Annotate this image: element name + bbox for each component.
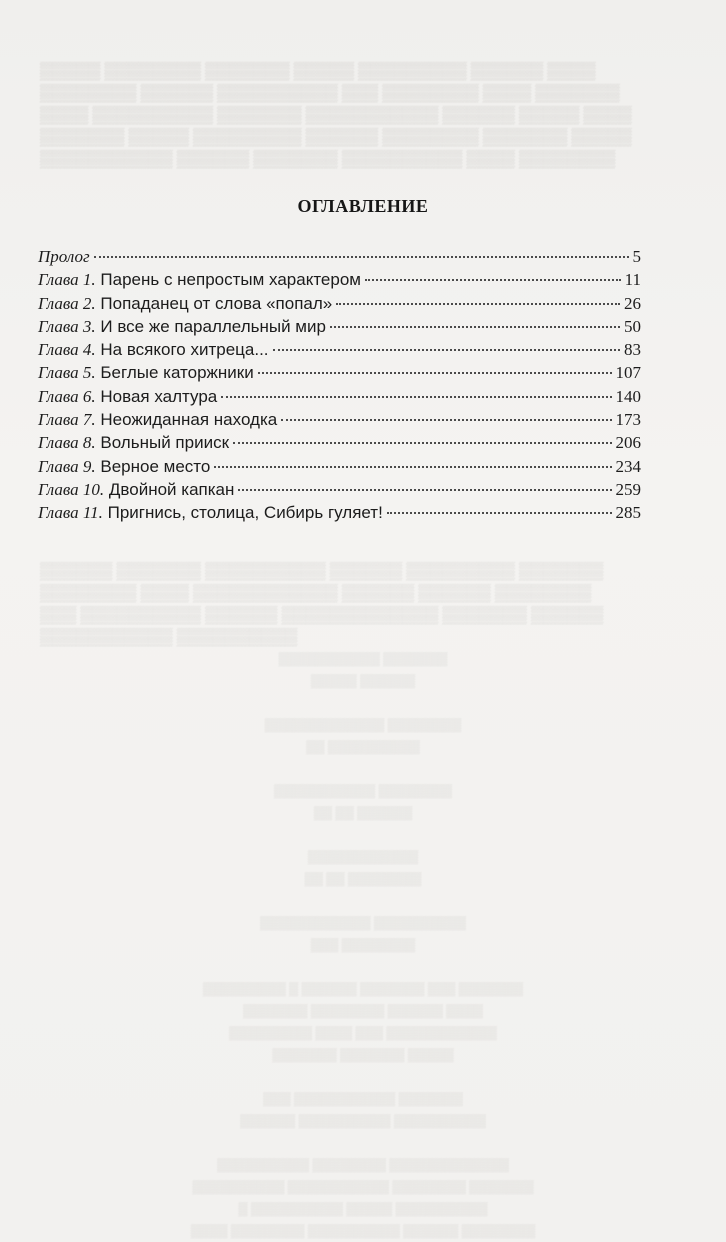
chapter-label: Глава 9.: [38, 456, 96, 476]
chapter-label: Глава 4.: [38, 340, 96, 360]
page-number: 285: [615, 503, 641, 523]
toc-entry-heading: [38, 245, 90, 268]
chapter-label: Глава 1.: [38, 270, 96, 290]
toc-entry: [38, 292, 641, 315]
toc-entry: [38, 361, 641, 384]
chapter-label: Глава 11.: [38, 503, 103, 523]
chapter-label: Глава 8.: [38, 433, 96, 453]
page-number: 173: [615, 410, 641, 430]
toc-entry-heading: [38, 408, 277, 431]
dot-leader: [94, 256, 629, 258]
bleed-through-top: ▒▒▒▒▒ ▒▒▒▒▒▒▒▒ ▒▒▒▒▒▒▒ ▒▒▒▒▒ ▒▒▒▒▒▒▒▒▒ ▒▒▒▒▒▒ ▒▒▒▒ ▒▒▒▒▒▒▒▒ ▒▒▒▒▒▒ ▒▒▒▒▒▒▒▒▒▒ ▒▒▒ ▒▒▒▒▒▒▒▒ ▒▒▒▒ ▒▒▒▒▒▒▒ ▒▒▒▒ ▒▒▒▒▒▒▒▒▒▒ ▒▒▒▒▒▒▒ ▒▒▒▒▒▒▒▒▒▒▒ ▒▒▒▒▒▒ ▒▒▒▒▒ ▒▒▒▒ ▒▒▒▒▒▒▒ ▒▒▒▒▒ ▒▒▒▒▒▒▒▒▒ ▒▒▒▒▒▒ ▒▒▒▒▒▒▒▒ ▒▒▒▒▒▒▒ ▒▒▒▒▒ ▒▒▒▒▒▒▒▒▒▒▒ ▒▒▒▒▒▒ ▒▒▒▒▒▒▒ ▒▒▒▒▒▒▒▒▒▒ ▒▒▒▒ ▒▒▒▒▒▒▒▒: [40, 61, 632, 168]
toc-list: [38, 245, 641, 525]
dot-leader: [238, 489, 611, 491]
toc-entry-heading: [38, 292, 332, 315]
toc-entry: [38, 385, 641, 408]
page-number: 50: [624, 316, 641, 336]
toc-entry-heading: [38, 361, 254, 384]
toc-entry: [38, 501, 641, 524]
page-number: 26: [624, 293, 641, 313]
chapter-label: Глава 7.: [38, 410, 96, 430]
dot-leader: [273, 349, 620, 351]
chapter-title: Беглые каторжники: [100, 363, 254, 383]
toc-entry-heading: [38, 385, 217, 408]
dot-leader: [387, 512, 612, 514]
chapter-label: Глава 5.: [38, 363, 96, 383]
page-number: 259: [615, 479, 641, 499]
chapter-title: Верное место: [100, 456, 211, 476]
chapter-title: Попаданец от слова «попал»: [100, 293, 333, 313]
chapter-title: И все же параллельный мир: [100, 316, 326, 336]
dot-leader: [214, 466, 611, 468]
bleed-through-bottom: ▒▒▒▒▒▒ ▒▒▒▒▒▒▒ ▒▒▒▒▒▒▒▒▒▒ ▒▒▒▒▒▒ ▒▒▒▒▒▒▒▒▒ ▒▒▒▒▒▒▒ ▒▒▒▒▒▒▒▒ ▒▒▒▒ ▒▒▒▒▒▒▒▒▒▒▒▒ ▒▒▒▒▒▒ ▒▒▒▒▒▒ ▒▒▒▒▒▒▒▒ ▒▒▒ ▒▒▒▒▒▒▒▒▒▒ ▒▒▒▒▒▒ ▒▒▒▒▒▒▒▒▒▒▒▒▒ ▒▒▒▒▒▒▒ ▒▒▒▒▒▒ ▒▒▒▒▒▒▒▒▒▒▒ ▒▒▒▒▒▒▒▒▒▒ ▒▒▒▒▒▒▒▒▒▒▒ ▒▒▒▒▒▒▒ ▒▒▒▒▒ ▒▒▒▒▒▒ ▒▒▒▒▒▒▒▒▒▒▒▒▒ ▒▒▒▒▒▒▒▒ ▒▒ ▒▒▒▒▒▒▒▒▒▒ ▒▒▒▒▒▒▒▒▒▒▒ ▒▒▒▒▒▒▒▒ ▒▒ ▒▒ ▒▒▒▒▒▒ ▒▒▒▒▒▒▒▒▒▒▒▒ ▒▒ ▒▒ ▒▒▒▒▒▒▒▒ ▒▒▒▒▒▒▒▒▒▒▒▒ ▒▒▒▒▒▒▒▒▒▒ ▒▒▒ ▒▒▒▒▒▒▒▒ ▒▒▒▒▒▒▒▒▒ ▒ ▒▒▒▒▒▒ ▒▒▒▒▒▒▒ ▒▒▒ ▒▒▒▒▒▒▒ ▒▒▒▒▒▒▒ ▒▒▒▒▒▒▒▒ ▒▒▒▒▒▒ ▒▒▒▒ ▒▒▒▒▒▒▒▒▒ ▒▒▒▒ ▒▒▒ ▒▒▒▒▒▒▒▒▒▒▒▒ ▒▒▒▒▒▒▒ ▒▒▒▒▒▒▒ ▒▒▒▒▒ ▒▒▒ ▒▒▒▒▒▒▒▒▒▒▒ ▒▒▒▒▒▒▒ ▒▒▒▒▒▒ ▒▒▒▒▒▒▒▒▒▒ ▒▒▒▒▒▒▒▒▒▒ ▒▒▒▒▒▒▒▒▒▒ ▒▒▒▒▒▒▒▒ ▒▒▒▒▒▒▒▒▒▒▒▒▒ ▒▒▒▒▒▒▒▒▒▒ ▒▒▒▒▒▒▒▒▒▒▒ ▒▒▒▒▒▒▒▒ ▒▒▒▒▒▒▒ ▒ ▒▒▒▒▒▒▒▒▒▒ ▒▒▒▒▒ ▒▒▒▒▒▒▒▒▒▒ ▒▒▒▒ ▒▒▒▒▒▒▒▒ ▒▒▒▒▒▒▒▒▒▒ ▒▒▒▒▒▒ ▒▒▒▒▒▒▒▒: [40, 561, 604, 1238]
chapter-title: Неожиданная находка: [100, 410, 278, 430]
chapter-title: Новая халтура: [100, 386, 218, 406]
toc-entry-heading: [38, 501, 383, 524]
toc-title: ОГЛАВЛЕНИЕ: [297, 196, 429, 216]
chapter-label: Пролог: [38, 247, 90, 266]
toc-entry: [38, 338, 641, 361]
chapter-label: Глава 3.: [38, 316, 96, 336]
toc-entry: [38, 408, 641, 431]
page-number: 83: [624, 340, 641, 360]
toc-entry-heading: [38, 478, 234, 501]
toc-entry-heading: [38, 431, 229, 454]
chapter-title: На всякого хитреца...: [100, 340, 269, 360]
dot-leader: [365, 279, 621, 281]
chapter-title: Двойной капкан: [108, 479, 235, 499]
dot-leader: [233, 442, 611, 444]
page-number: 234: [615, 456, 641, 476]
dot-leader: [258, 372, 612, 374]
chapter-title: Вольный прииск: [100, 433, 230, 453]
page-number: 11: [624, 270, 641, 290]
toc-entry-heading: [38, 315, 326, 338]
toc-entry-heading: [38, 455, 210, 478]
dot-leader: [330, 326, 620, 328]
dot-leader: [336, 303, 620, 305]
chapter-label: Глава 6.: [38, 386, 96, 406]
chapter-title: Пригнись, столица, Сибирь гуляет!: [107, 503, 383, 523]
toc-entry: [38, 315, 641, 338]
toc-entry-heading: [38, 338, 269, 361]
chapter-label: Глава 2.: [38, 293, 96, 313]
toc-entry: [38, 431, 641, 454]
page-number: 206: [615, 433, 641, 453]
toc-entry: [38, 268, 641, 291]
toc-entry-heading: [38, 268, 361, 291]
toc-entry: [38, 478, 641, 501]
page-number: 140: [615, 386, 641, 406]
chapter-title: Парень с непростым характером: [100, 270, 361, 290]
dot-leader: [221, 396, 611, 398]
toc-entry: [38, 455, 641, 478]
page-number: 5: [632, 247, 641, 266]
page-number: 107: [615, 363, 641, 383]
dot-leader: [281, 419, 611, 421]
chapter-label: Глава 10.: [38, 479, 105, 499]
toc-entry: [38, 245, 641, 268]
